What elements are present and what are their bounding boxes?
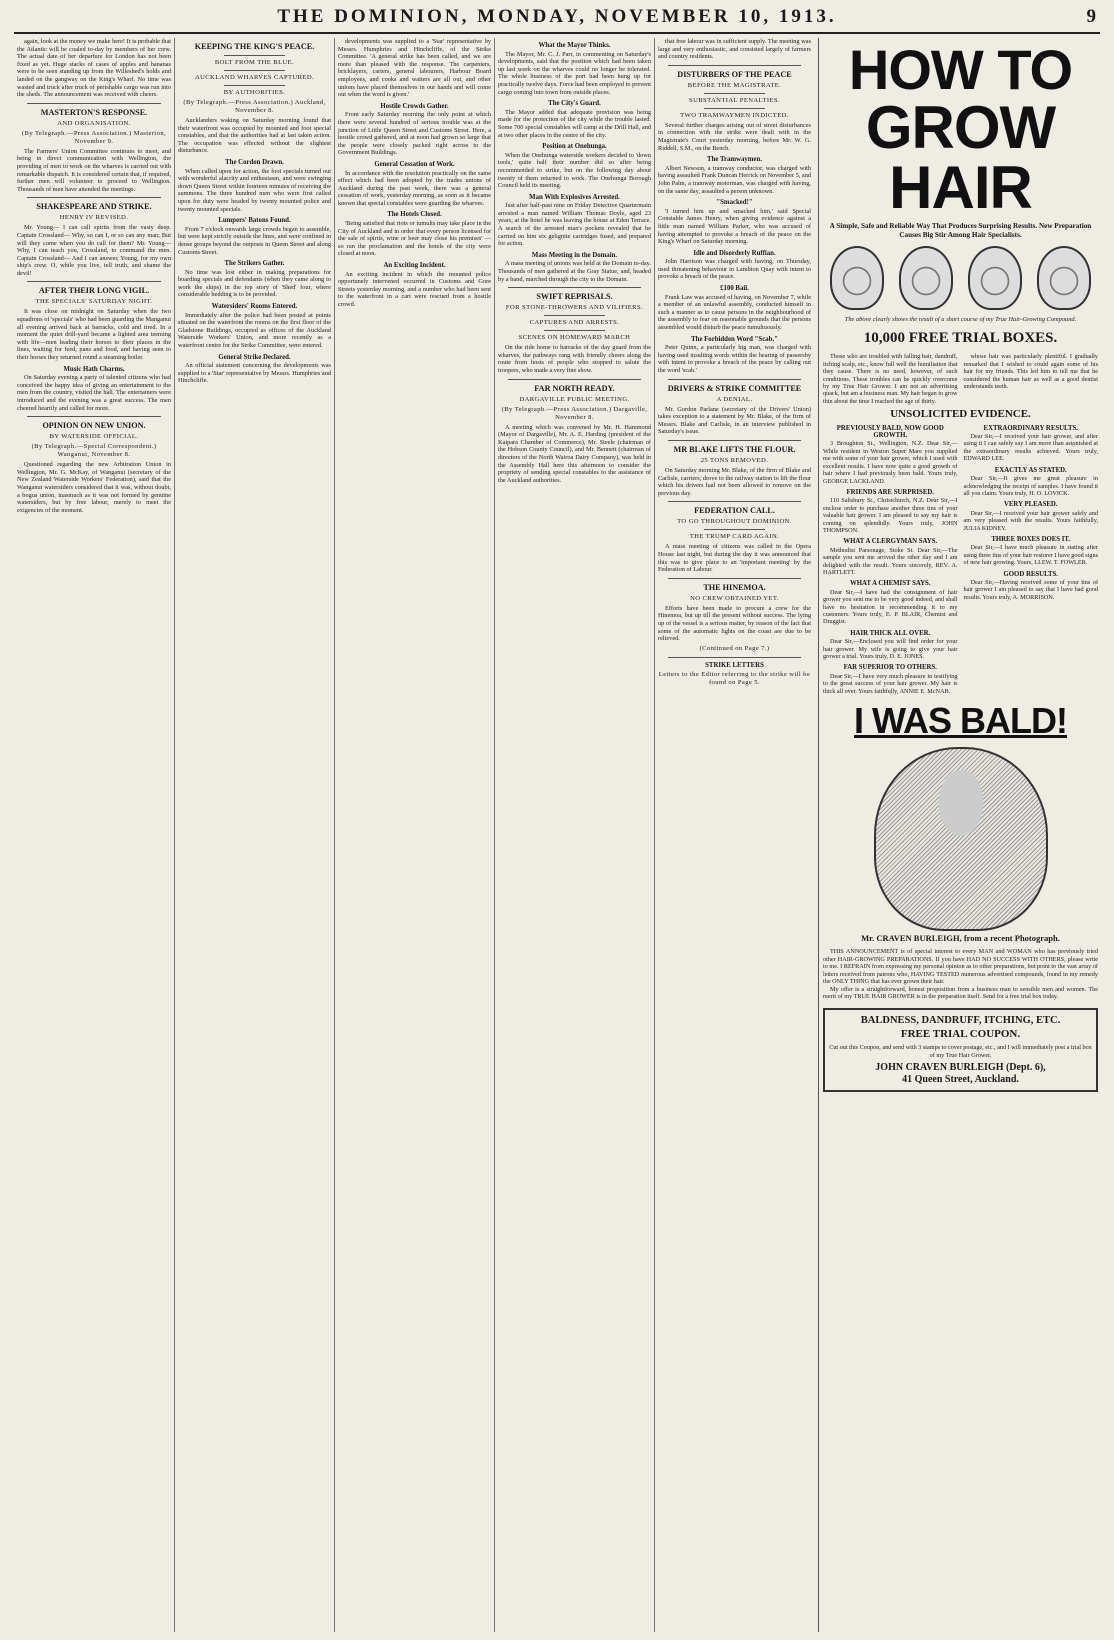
- subhead: TO GO THROUGHOUT DOMINION.: [677, 518, 792, 526]
- article-text: An exciting incident in which the mounted police opportunely intervened occurred in Customs and Gore Streets yesterday morning, and a number who had been sent to the waterfront in a cart were rescued from a hostile crowd.: [338, 270, 491, 308]
- ad-body-text: whose hair was particularly plentiful. I gradually remarked that I wished to could again some of his hair for my friends. This led him to tell me that he considered the human hair as well as a good dentist understands teeth.: [963, 353, 1098, 391]
- article-text: When called upon for action, the foot specials turned out with wonderful alacrity and enthusiasm, and were swinging down Queen Street within fourteen minutes of receiving the summons. The three hundred men who were first called upon for duty were headed by twenty mounted police and twenty mounted specials.: [178, 167, 331, 213]
- testimonial-head: PREVIOUSLY BALD, NOW GOOD GROWTH.: [836, 424, 944, 440]
- head-illustration: [1037, 246, 1091, 310]
- article-text: From 7 o'clock onwards large crowds began to assemble, but were kept strictly outside the lines, and were confined in dense groups beyond the outposts in Queen Street and along Customs Street.: [178, 225, 331, 256]
- head-illustration: [830, 246, 884, 310]
- free-trial-boxes-heading: 10,000 FREE TRIAL BOXES.: [863, 330, 1058, 347]
- divider: [668, 440, 801, 441]
- section-head: The Strikers Gather.: [224, 260, 285, 268]
- hair-grower-advertisement: [818, 38, 1102, 1632]
- section-head: The Forbidden Word "Scab.": [691, 335, 778, 343]
- section-head: Idle and Disorderly Ruffian.: [693, 249, 776, 257]
- portrait-caption: Mr. CRAVEN BURLEIGH, from a recent Photograph.: [861, 933, 1060, 944]
- testimonial-head: FRIENDS ARE SURPRISED.: [846, 488, 934, 496]
- section-head: Position at Onehunga.: [542, 143, 607, 151]
- testimonials: [823, 421, 1098, 695]
- subhead: 25 TONS REMOVED.: [700, 456, 769, 464]
- article-text: Frank Law was accused of having, on November 7, while a member of an unlawful assembly, conducted himself in such a manner as to cause persons in the neighbourhood of the assembly to fear on reasonable grounds that the persons assembled would disturb the peace tumultuously.: [658, 293, 811, 332]
- headline-federation-call: FEDERATION CALL.: [694, 506, 775, 516]
- divider: [704, 93, 765, 94]
- i-was-bald-banner: I WAS BALD!: [854, 700, 1067, 742]
- section-head: Man With Explosives Arrested.: [529, 193, 620, 201]
- column-2: [174, 38, 334, 1632]
- footnote: Letters to the Editor referring to the strike will be found on Page 5.: [658, 671, 811, 687]
- testimonial-head: VERY PLEASED.: [1003, 501, 1058, 509]
- testimonial-head: EXACTLY AS STATED.: [994, 466, 1067, 474]
- subhead: A DENIAL.: [716, 395, 753, 403]
- article-text: When the Onehunga waterside workers decided to 'down tools,' quite half their number did so after being recommended to strike, but on the following day about twenty of them returned to work. The Onehunga Borough Council held its meeting.: [498, 151, 651, 190]
- section-head: STRIKE LETTERS: [705, 661, 764, 669]
- divider: [544, 315, 605, 316]
- subhead: BY WATERSIDE OFFICIAL.: [49, 433, 139, 441]
- divider: [668, 65, 801, 66]
- testimonial-text: Dear Sir,—I have much pleasure in stating after using three tins of your hair restorer I have good signs of new hair growing. Yours, LLEW. T. FOWLER.: [963, 544, 1098, 567]
- article-text: Mr. Young— I can call spirits from the vasty deep. Captain Crossland— Why, so can I, or so can any man; But will they come when you do call for them? Mr. Young— Why, I can teach you, Crossland, to command the men. Captain Crossland— And I can answer, Young, for my own ship's crew. O, while you live, tell truth, and shame the devil!: [17, 224, 171, 277]
- section-head: Music Hath Charms.: [63, 365, 125, 373]
- section-head: The Tramwaymen.: [707, 156, 762, 164]
- article-text: A mass meeting of citizens was called in the Opera House last night, but during the day it was announced that this was to give place to an 'important meeting' by the Federation of Labour.: [658, 543, 811, 574]
- ad-offer: My offer is a straightforward, honest proposition from a business man to sensible men and women. The merit of my TRUE HAIR GROWER is in the preparation itself. Send for a free trial box today.: [823, 985, 1098, 1000]
- article-text: Questioned regarding the new Arbitration Union in Wellington, Mr. G. McKay, of Wanganui (secretary of the New Zealand Waterside Workers' Federation), said that the Wanganui watersiders considered that it was, without doubt, a bogus union, inasmuch as it was not formed by genuine watersiders, but by free labour, merely to meet the exigencies of the moment.: [17, 461, 171, 514]
- dateline: (By Telegraph.—Press Association.) Auckland, November 8.: [183, 99, 326, 114]
- article-text: A mass meeting of unions was held at the Domain to-day. Thousands of men gathered at the Gray Statue, and, headed by a band, marched through the city to the Domain.: [498, 260, 651, 283]
- article-text: Efforts have been made to procure a crew for the Hinemoa, but up till the present without success. The lying up of the vessel is a serious matter, by reason of the fact that some of the automatic lights on the coast are due to be relieved.: [658, 604, 811, 643]
- coupon-name: JOHN CRAVEN BURLEIGH (Dept. 6),: [875, 1062, 1046, 1074]
- section-head: General Strike Declared.: [218, 353, 291, 361]
- subhead: FOR STONE-THROWERS AND VILIFIERS.: [505, 304, 644, 312]
- article-text: In accordance with the resolution practically on the same effect which had been adopted by the trades unions of Auckland during the past week, there was a general cessation of work, yesterday morning, as soon as it became known that special constables were guarding the wharves.: [338, 169, 491, 207]
- head-illustration: [968, 246, 1022, 310]
- before-after-illustration: [823, 246, 1098, 310]
- column-4: [494, 38, 654, 1632]
- subhead: BEFORE THE MAGISTRATE.: [687, 81, 782, 89]
- article-text: The Mayor, Mr. C. J. Parr, in commenting on Saturday's developments, said that the position which had been taken up last week on the wharves could no longer be tolerated. The whole business of the port had been hung up for practically twelve days. Force had been employed to prevent cargo coming into town from outside places.: [498, 50, 651, 96]
- subhead: SUBSTANTIAL PENALTIES.: [689, 96, 780, 104]
- article-text: Several further charges arising out of street disturbances in connection with the strike were dealt with in the Magistrate's Court yesterday morning, before Mr. W. G. Riddell, S.M., on the Bench.: [658, 121, 811, 152]
- ad-body-text: Those who are troubled with falling hair, dandruff, itching scalp, etc., know full well the humiliation that they cause. There is no need, however, of such conditions. These troubles can be quickly overcome by my True Hair Grower. I am not an advertising quack, but am a business man. My hair began to grow thin about the time I reached the age of thirty.: [823, 353, 958, 405]
- divider: [224, 70, 285, 71]
- section-head: Hostile Crowds Gather.: [380, 102, 449, 110]
- portrait-illustration: [874, 747, 1048, 931]
- section-head: Watersiders' Rooms Entered.: [211, 303, 298, 311]
- continued-note: (Continued on Page 7.): [699, 644, 770, 652]
- testimonial-head: WHAT A CLERGYMAN SAYS.: [843, 538, 938, 546]
- divider: [668, 501, 801, 502]
- dateline: (By Telegraph.—Press Association.) Masterton, November 9.: [21, 129, 167, 145]
- divider: [27, 416, 161, 417]
- subhead: BOLT FROM THE BLUE.: [214, 59, 295, 66]
- article-text: Immediately after the police had been posted at points situated on the waterfront the rooms on the first floor of the Gladstone Buildings, occupied as offices of the Auckland Waterside Workers' Union, and more recently as a waterfront centre for the Strike Committee, were entered.: [178, 311, 331, 350]
- headline-mr-blake-lifts-the-flour: MR BLAKE LIFTS THE FLOUR.: [673, 444, 796, 454]
- section-head: An Exciting Incident.: [383, 262, 446, 270]
- article-text: 'I turned him up and smacked him,' said Special Constable James Henry, when giving evidence against a little man named William Parker, who was accused of having attempted to provoke a breach of the peace on the King's Wharf on Saturday morning.: [658, 207, 811, 246]
- ad-announcement: THIS ANNOUNCEMENT is of special interest to every MAN and WOMAN who has previously tried other HAIR-GROWING PREPARATIONS. If you have HAD NO SUCCESS WITH OTHERS, please write to me. I REFRAIN from expressing my personal opinion as to other preparations, but point to the vast array of letters received from patrons who, HAVING TESTED numerous advertised compounds, found in my remedy the ONLY THING that has ever grown their hair.: [823, 948, 1098, 986]
- headline-opinion-on-new-union: OPINION ON NEW UNION.: [42, 421, 146, 431]
- column-1: [14, 38, 174, 1632]
- newspaper-title: THE DOMINION, MONDAY, NOVEMBER 10, 1913.: [277, 6, 837, 27]
- masthead: [14, 6, 1100, 34]
- article-text: From early Saturday morning the only point at which there were several hundred of serious trouble was at the junction of Little Queen Street and Customs Street. Here, a hostile crowd gathered, and at noon had grown so large that the people were closely packed right across to the Government Buildings.: [338, 111, 491, 157]
- section-head: £100 Bail.: [720, 285, 749, 293]
- testimonial-text: Dear Sir,—Having received some of your tins of hair grower I am pleased to say that I have had good results. Yours truly, A. MORRISON.: [963, 578, 1098, 601]
- headline-mastertons-response: MASTERTON'S RESPONSE.: [40, 107, 148, 117]
- section-head: Mass Meeting in the Domain.: [531, 251, 618, 259]
- section-head: Lumpers' Batons Found.: [218, 217, 291, 225]
- headline-after-their-long-vigil: AFTER THEIR LONG VIGIL.: [38, 286, 150, 296]
- dateline: (By Telegraph.—Press Association.) Dargaville, November 8.: [501, 405, 648, 421]
- headline-shakespeare-and-strike: SHAKESPEARE AND STRIKE.: [36, 202, 152, 212]
- coupon-subtitle: FREE TRIAL COUPON.: [900, 1028, 1021, 1041]
- divider: [508, 287, 641, 288]
- article-text: No time was lost either in making preparations for boarding specials and defendants (when they came along to work the ships) in the top story of 'Shed' four, where considerable bedding is to be provided.: [178, 268, 331, 299]
- article-text: On the ride home to barracks of the day guard from the wharves, the pathways rang with friendly cheers along the route from hosts of people who stopped to salute the troopers, who made a very fine show.: [498, 344, 651, 374]
- coupon-address: 41 Queen Street, Auckland.: [902, 1074, 1019, 1086]
- subhead: NO CREW OBTAINED YET.: [690, 594, 779, 602]
- testimonial-text: Dear Sir,—It gives me great pleasure in acknowledging the receipt of samples. I have found it all you claim. Yours truly, H. O. LOVICK.: [963, 475, 1098, 497]
- divider: [508, 379, 641, 380]
- divider: [224, 85, 285, 86]
- testimonial-text: Dear Sir,—I received your hair grower safely and am very pleased with the results. Yours faithfully, JULIA KIDNEY.: [963, 509, 1098, 532]
- head-illustration: [899, 246, 953, 310]
- subhead: SCENES ON HOMEWARD MARCH: [518, 334, 631, 342]
- subhead: THE TRUMP CARD AGAIN.: [689, 533, 780, 541]
- subhead: AUCKLAND WHARVES CAPTURED.: [194, 74, 315, 81]
- testimonial-head: FAR SUPERIOR TO OTHERS.: [843, 664, 937, 672]
- testimonial-head: WHAT A CHEMIST SAYS.: [849, 580, 931, 588]
- divider: [27, 281, 161, 282]
- testimonial-head: EXTRAORDINARY RESULTS.: [983, 424, 1078, 432]
- article-text: The Farmers' Union Committee continues to meet, and being in direct communication with Wellington, the providing of men to work on the wharves is carried out with remarkable dispatch. It is considered certain that, if required, further men will volunteer to proceed to Wellington. Thousands of men have attended the meetings.: [17, 147, 171, 193]
- article-text: On Saturday morning Mr. Blake, of the firm of Blake and Carlisle, carriers, drove to the railway station to lift the flour which his drivers had not been allowed to remove on the previous day.: [658, 466, 811, 497]
- illustration-caption: The above clearly shows the result of a short course of my True Hair-Growing Compound.: [844, 316, 1077, 323]
- divider: [668, 379, 801, 380]
- testimonial-text: Dear Sir,—I received your hair grower, and after using it I can safely say I am more than astonished at the extraordinary results achieved. Yours truly, EDWARD LEE.: [963, 433, 1098, 463]
- headline-swift-reprisals: SWIFT REPRISALS.: [536, 292, 613, 302]
- testimonial-head: THREE BOXES DOES IT.: [991, 535, 1071, 543]
- testimonial-text: Dear Sir,—I have very much pleasure in testifying to the great success of your hair grower. My hair is thick all over. Yours faithfully, ANNIE E. McNAB.: [823, 672, 958, 695]
- divider: [668, 657, 801, 658]
- subhead: CAPTURES AND ARRESTS.: [529, 319, 620, 327]
- ad-subtitle: A Simple, Safe and Reliable Way That Produces Surprising Results. New Preparation Causes Big Stir Among Hair Specialists.: [829, 222, 1092, 239]
- article-text: Mr. Gordon Parlane (secretary of the Drivers' Union) takes exception to a statement by Mr. Blake, of the firm of Messrs. Blake and Carlisle, in an interview published in Saturday's issue.: [658, 405, 811, 436]
- testimonial-text: 110 Salisbury St., Christchurch, N.Z. Dear Sir,—I enclose order to purchase another three tins of your valuable hair grower. I am pleased to say my hair is coming on splendidly. Yours truly, JOHN THOMPSON.: [823, 497, 958, 534]
- article-text: It was close on midnight on Saturday when the two squadrons of 'specials' who had been guarding the Manganui all evening arrived back at barracks, cold and tired. In a moment the quiet drill-yard became a lighted area teeming with life—men leading their horses to their places in the lines, waiting for feed, pans and food, and having seen to their horses they returned round a steaming boiler.: [17, 308, 171, 362]
- headline-the-hinemoa: THE HINEMOA.: [703, 582, 766, 592]
- section-head: The Cordon Drawn.: [225, 158, 284, 166]
- testimonial-head: GOOD RESULTS.: [1003, 570, 1059, 578]
- article-text: A meeting which was convened by Mr. H. Hammond (Mayor of Dargaville), Mr. A. E. Harding (president of the Kaipara Chamber of Commerce), Mr. Steele (chairman of the Hobson County Council), and Mr. Bennett (chairman of directors of the North Wairoa Dairy Company), was held in the Assembly Hall here this afternoon to consider the propriety of sending special constables to the assistance of the Auckland authorities.: [498, 423, 651, 484]
- subhead: HENRY IV REVISED.: [59, 214, 129, 222]
- testimonial-text: 3 Broughton St., Wellington, N.Z. Dear Sir,—While resident in Weston Super Mare you supplied me with some of your hair grower, which I used with excellent results. I have now quite a good growth of hair where I had previously been bald. Yours truly, GEORGE LACKLAND.: [823, 440, 958, 485]
- column-3: [334, 38, 494, 1632]
- column-5: [654, 38, 814, 1632]
- divider: [544, 330, 605, 331]
- article-text: Aucklanders waking on Saturday morning found that their waterfront was occupied by mounted and foot special constables, and that the authorities had at last taken action. The occupation was effected without the slightest disturbance.: [178, 117, 331, 155]
- article-text: Albert Newson, a tramway conductor, was charged with having assaulted Frank Duncan Herrick on November 5, and John Palm, a tramway motorman, was charged with having, on the same day, assaulted a person unknown.: [658, 164, 812, 195]
- article-text: developments was supplied to a 'Star' representative by Messrs. Humphries and Hinchcliffe, of the Strike Committee. 'A general strike has been called, and we are more than pleased with the response. The carpenters, bricklayers, carters, general labourers, Harbour Board employees, and cooks and waiters are all out, and other unions have placed themselves in our hands and will come out when the word is given.': [338, 38, 491, 99]
- section-head: The Hotels Closed.: [387, 211, 442, 219]
- headline-drivers-strike-committee: DRIVERS & STRIKE COMMITTEE: [667, 383, 802, 393]
- divider: [704, 108, 765, 109]
- testimonial-head: HAIR THICK ALL OVER.: [850, 629, 931, 637]
- subhead: AND ORGANISATION.: [57, 119, 131, 127]
- divider: [27, 197, 161, 198]
- article-text: 'Being satisfied that riots or tumults may take place in the City of Auckland and in order that every person licensed for the sale of spirits, wine or beer may close his premises' — so ran the proclamation and the hotels of the city were closed at noon.: [338, 220, 491, 258]
- dateline: (By Telegraph.—Special Correspondent.) Wanganui, November 8.: [31, 443, 157, 459]
- ad-banner-grow-hair: GROW HAIR: [865, 94, 1056, 221]
- section-head: "Smacked!": [716, 199, 753, 207]
- section-head: What the Mayor Thinks.: [538, 42, 611, 49]
- article-text: again, look at the money we make here! It is probable that the Atlantic will be coaled to-day by members of her crew. The actual date of her departure for London has not been fixed as yet. Huge stacks of cases of apples and bananas were to be seen standing up from the Willeshed's holds and landed on the gangway on the King's Wharf. No time was wasted and truck after truck of perishable cargo was run into the sheds. The announcement was received with cheers.: [17, 38, 171, 99]
- subhead: TWO TRAMWAYMEN INDICTED.: [680, 111, 789, 119]
- testimonial-text: Dear Sir,—Enclosed you will find order for your hair grower. My wife is going to give your hair grower a trial. Yours truly, D. E. JONES.: [823, 638, 958, 661]
- divider: [27, 103, 161, 104]
- headline-disturbers-of-the-peace: DISTURBERS OF THE PEACE: [677, 69, 792, 79]
- headline-far-north-ready: FAR NORTH READY.: [534, 383, 615, 393]
- free-trial-coupon: [823, 1008, 1098, 1092]
- article-text: John Harrison was charged with having, on Thursday, used threatening behaviour in Lambton Quay with intent to provoke a breach of the peace.: [658, 258, 811, 281]
- subhead: DARGAVILLE PUBLIC MEETING.: [519, 395, 630, 403]
- divider: [224, 55, 285, 56]
- article-text: The Mayor added that adequate provision was being made for the protection of the city while the trouble lasted. Some 700 special constables will camp at the Drill Hall, and at two other places in the centre of the city.: [498, 108, 651, 139]
- ad-banner-how-to: HOW TO: [848, 38, 1073, 101]
- coupon-instructions: Cut out this Coupon, and send with 3 stamps to cover postage, etc., and I will immediately post a trial box of my True Hair Grower.: [829, 1044, 1092, 1059]
- article-text: An official statement concerning the developments was supplied to a 'Star' representative by Messrs. Humphries and Hinchcliffe.: [178, 362, 331, 385]
- headline-keeping-the-kings-peace: KEEPING THE KING'S PEACE.: [194, 42, 315, 51]
- coupon-title: BALDNESS, DANDRUFF, ITCHING, ETC.: [860, 1015, 1061, 1027]
- subhead: THE SPECIALS' SATURDAY NIGHT.: [35, 298, 153, 306]
- subhead: BY AUTHORITIES.: [223, 89, 286, 96]
- article-text: On Saturday evening a party of talented citizens who had conceived the happy idea of giving an entertainment to the men from the country, visited the hall. The entertainers were introduced and the evening was a great success. The men cheered heartily and called for more.: [17, 374, 171, 412]
- section-head: General Cessation of Work.: [374, 160, 455, 168]
- article-text: Just after half-past nine on Friday Detective Quartermain arrested a man named William Thomas Doyle, aged 23 years, at the hotel he was leaving the house at Eden Terrace. A search of the arrested man's pockets revealed that he carried on him six gelignite cartridges fused, and prepared for action.: [498, 202, 651, 248]
- page-number: 9: [1086, 6, 1096, 27]
- testimonial-text: Methodist Parsonage, Stoke St. Dear Sir,—The sample you sent me arrived the other day and I am delighted with the result. Yours sincerely, REV. A. HARTLETT.: [823, 546, 958, 576]
- divider: [704, 529, 765, 530]
- ad-body: [823, 353, 1098, 405]
- divider: [668, 578, 801, 579]
- section-head: The City's Guard.: [548, 100, 601, 108]
- unsolicited-evidence-heading: UNSOLICITED EVIDENCE.: [890, 408, 1031, 421]
- article-text: Peter Quinn, a particularly big man, was charged with having used insulting words within the hearing of passersby with intent to provoke a breach of the peace by calling out the word 'scab.': [658, 344, 811, 374]
- article-text: that free labour was in sufficient supply. The meeting was large and very enthusiastic, and consisted largely of farmers and country residents.: [658, 38, 811, 61]
- testimonial-text: Dear Sir,—I have had the consignment of hair grower you sent me to be very good indeed, and shall have no hesitation in recommending it to my customers. Yours truly, E. P. BLAIR, Chemist and Druggist.: [823, 588, 958, 626]
